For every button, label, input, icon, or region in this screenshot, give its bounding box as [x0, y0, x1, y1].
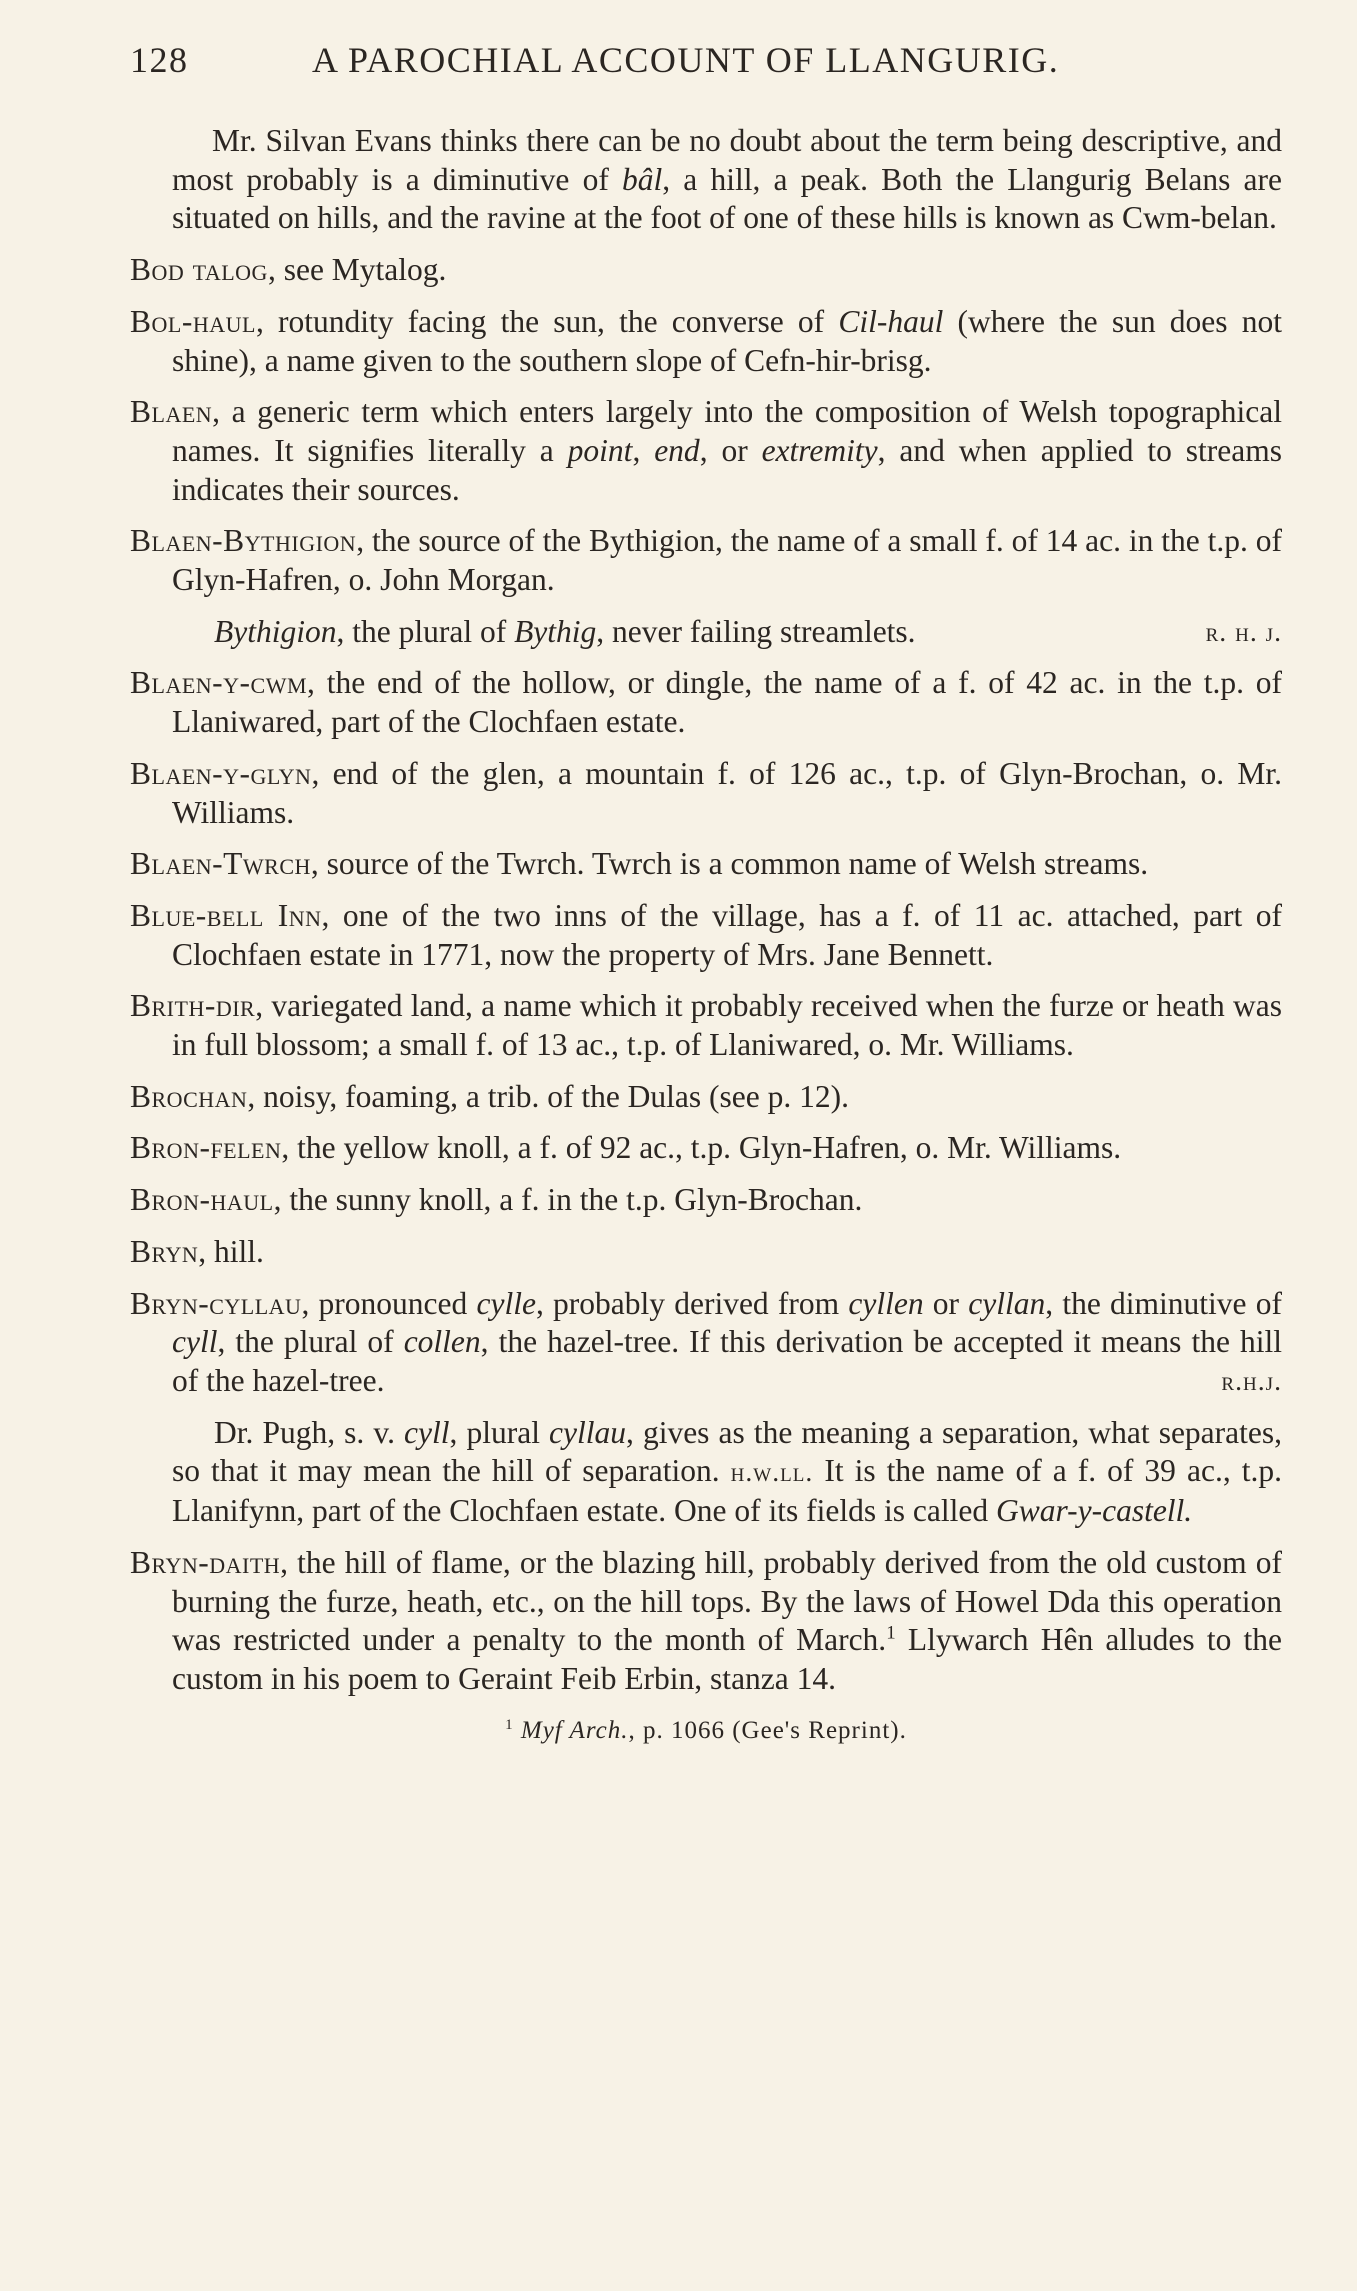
definition: , variegated land, a name which it probably received when the furze or heath was in full blossom; a small f. of 13 ac., t.p. of Llaniwared, o. Mr. Williams.	[172, 988, 1282, 1063]
definition: , end of the glen, a mountain f. of 126 ac., t.p. of Glyn-Brochan, o. Mr. Williams.	[172, 755, 1282, 830]
entry-bryn-cyllau	[130, 1285, 1282, 1401]
text: , the plural of	[336, 613, 515, 649]
italic-term: cyll	[404, 1414, 450, 1450]
footnote-reference: 1	[886, 1622, 896, 1644]
entry-bron-haul	[130, 1181, 1282, 1220]
italic-term: cyllen	[848, 1285, 924, 1321]
headword: Blue-bell Inn	[130, 897, 322, 933]
entry-blaen	[130, 393, 1282, 509]
headword: Blaen-Bythigion	[130, 523, 357, 559]
definition: , the hazel-tree. If this derivation be accepted it means the hill of the hazel-tree.	[172, 1324, 1282, 1398]
author-initials: r.h.j.	[1221, 1364, 1282, 1396]
author-initials: h.w.ll.	[730, 1456, 814, 1488]
italic-term: point	[567, 432, 633, 468]
text: , plural	[449, 1414, 550, 1450]
definition: , noisy, foaming, a trib. of the Dulas (see p. 12).	[247, 1078, 849, 1114]
definition: , rotundity facing the sun, the converse of	[255, 303, 839, 339]
bythigion-note-paragraph	[130, 613, 1282, 652]
definition: , see Mytalog.	[267, 252, 447, 288]
italic-term: cyll	[172, 1324, 218, 1360]
text: , gives as the meaning a separation, what separates, so that it may mean the hill of separation.	[172, 1414, 1283, 1489]
italic-term: cyllan	[968, 1285, 1046, 1321]
italic-term: Gwar-y-castell.	[995, 1493, 1193, 1529]
entry-blaen-y-cwm	[130, 664, 1282, 741]
italic-term: Bythig	[514, 613, 597, 649]
entry-bryn-daith	[130, 1544, 1282, 1699]
text: Mr. Silvan Evans thinks there can be no doubt about the term being descriptive, and most probably is a diminutive of	[172, 123, 1282, 197]
text: Dr. Pugh, s. v.	[214, 1414, 405, 1450]
author-initials: r. h. j.	[1205, 615, 1282, 647]
headword: Bol-haul	[130, 303, 256, 339]
headword: Brochan	[130, 1078, 248, 1114]
headword: Bron-felen	[130, 1130, 282, 1166]
italic-term: bâl	[621, 161, 663, 197]
italic-term: Cil-haul	[838, 303, 944, 339]
definition: , the diminutive of	[1045, 1285, 1282, 1321]
definition: , source of the Twrch. Twrch is a common name of Welsh streams.	[310, 846, 1149, 882]
entry-bryn	[130, 1233, 1282, 1272]
headword: Blaen	[130, 394, 213, 430]
definition: , one of the two inns of the village, has a f. of 11 ac. attached, part of Clochfaen estate in 1771, now the property of Mrs. Jane Bennett.	[172, 897, 1282, 972]
definition: Llywarch Hên alludes to the custom in his poem to Geraint Feib Erbin, stanza 14.	[172, 1622, 1283, 1696]
definition: , hill.	[198, 1233, 264, 1269]
italic-term: cyllau	[549, 1414, 626, 1450]
definition: , the sunny knoll, a f. in the t.p. Glyn-Brochan.	[273, 1182, 863, 1218]
definition: , a generic term which enters largely into the composition of Welsh topographical names. It signifies literally a	[172, 394, 1282, 468]
definition: , the plural of	[217, 1324, 404, 1360]
italic-term: collen	[403, 1324, 481, 1360]
page-number: 128	[130, 40, 189, 80]
entry-brith-dir	[130, 987, 1282, 1064]
italic-term: Bythigion	[214, 613, 337, 649]
text: , a hill, a peak. Both the Llangurig Belans are situated on hills, and the ravine at the foot of one of these hills is known as Cwm-belan.	[172, 161, 1282, 236]
definition: , pronounced	[301, 1285, 477, 1321]
headword: Blaen-Twrch	[130, 846, 311, 882]
footnote-text: , p. 1066 (Gee's Reprint).	[628, 1716, 907, 1744]
footnote-mark: 1	[505, 1716, 514, 1733]
italic-term: cylle	[476, 1285, 536, 1321]
definition: , probably derived from	[535, 1285, 849, 1321]
pugh-note-paragraph	[130, 1414, 1282, 1531]
entry-bol-haul	[130, 303, 1282, 380]
headword: Bod talog	[130, 252, 268, 288]
definition: ,	[632, 432, 655, 468]
entry-bod-talog	[130, 251, 1282, 290]
text: It is the name of a f. of 39 ac., t.p. Llanifynn, part of the Clochfaen estate. One of its fields is called	[172, 1453, 1282, 1529]
definition: (where the sun does not shine), a name given to the southern slope of Cefn-hir-brisg.	[172, 303, 1282, 378]
headword: Bryn	[130, 1233, 199, 1269]
italic-term: extremity	[761, 432, 878, 468]
definition: , the end of the hollow, or dingle, the name of a f. of 42 ac. in the t.p. of Llaniwared, part of the Clochfaen estate.	[172, 665, 1282, 740]
entry-blue-bell-inn	[130, 897, 1282, 974]
definition: or	[923, 1285, 969, 1321]
headword: Bryn-cyllau	[130, 1285, 302, 1321]
page-body	[130, 122, 1282, 1750]
entry-blaen-y-glyn	[130, 755, 1282, 832]
entry-blaen-twrch	[130, 845, 1282, 884]
definition: , the hill of flame, or the blazing hill, probably derived from the old custom of burning the furze, heath, etc., on the hill tops. By the laws of Howel Dda this operation was restricted under a penalty to the month of March.	[172, 1544, 1282, 1658]
footnote-source: Myf Arch.	[520, 1716, 629, 1744]
italic-term: end	[654, 432, 700, 468]
definition: , the source of the Bythigion, the name of a small f. of 14 ac. in the t.p. of Glyn-Hafren, o. John Morgan.	[172, 523, 1282, 598]
definition: , or	[699, 432, 762, 468]
entry-blaen-bythigion	[130, 522, 1282, 599]
headword: Brith-dir	[130, 988, 256, 1024]
definition: , and when applied to streams indicates their sources.	[172, 432, 1283, 507]
belan-continuation-paragraph	[130, 122, 1282, 238]
entry-brochan	[130, 1078, 1282, 1117]
running-title: A PAROCHIAL ACCOUNT OF LLANGURIG.	[312, 40, 1060, 80]
headword: Bryn-daith	[130, 1544, 281, 1580]
headword: Blaen-y-glyn	[130, 755, 312, 791]
entry-bron-felen	[130, 1129, 1282, 1168]
definition: , the yellow knoll, a f. of 92 ac., t.p. Glyn-Hafren, o. Mr. Williams.	[281, 1130, 1122, 1166]
headword: Blaen-y-cwm	[130, 665, 308, 701]
footnote	[130, 1712, 1282, 1751]
headword: Bron-haul	[130, 1182, 274, 1218]
text: , never failing streamlets.	[596, 613, 916, 649]
